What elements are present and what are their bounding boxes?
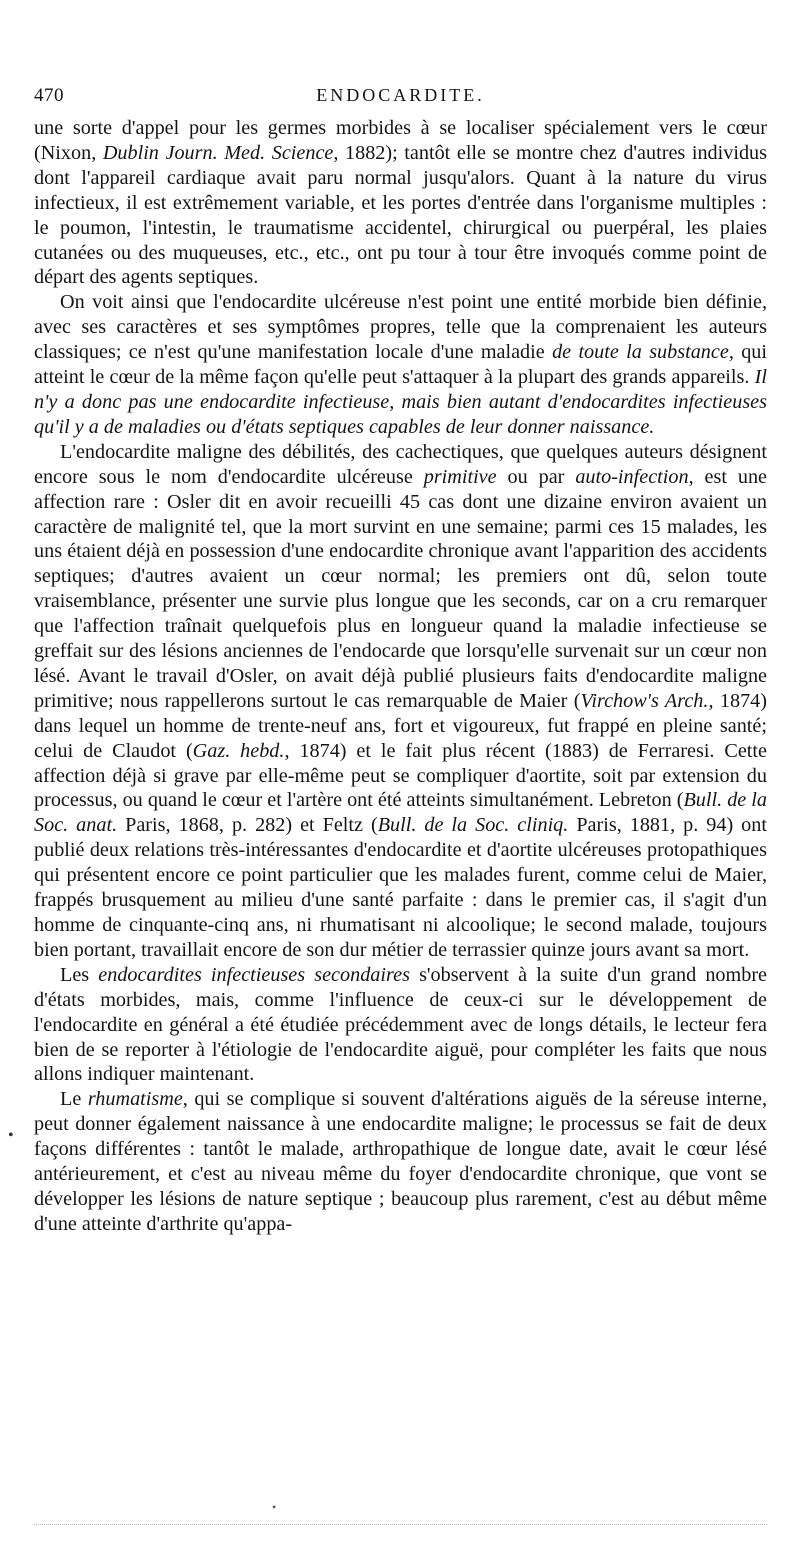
text-run: , est une affection rare : Osler dit en avoir recueilli 45 cas dont une dizaine environ avaient un caractère de malignité tel, que la mort survint en une semaine; parmi ces 15 malades, les uns étaient déjà en possession d'une endocardite chronique avant l'apparition des accidents septiques; d'autres avaient un cœur normal; les premiers ont dû, selon toute vraisemblance, présenter une survie plus longue que les seconds, car on a cru remarquer que l'affection traînait quelquefois plus en longueur quand la maladie infectieuse se greffait sur des lésions anciennes de l'endocarde que lorsqu'elle survenait sur un cœur non lésé. Avant le travail d'Osler, on avait déjà publié plusieurs faits d'endocardite maligne primitive; nous rappellerons surtout le cas remarquable de Maier ( bbox=[34, 465, 768, 712]
text-run: ou par bbox=[496, 465, 576, 488]
text-run: s'observent à la suite d'un grand nombre d'états morbides, mais, comme l'influence de ceux-ci sur le développement de l'endocardite en général a été étudiée précédemment avec de longs détails, le lecteur fera bien de se reporter à l'étiologie de l'endocardite aiguë, pour compléter les faits que nous allons indiquer maintenant. bbox=[34, 963, 768, 1086]
paragraph-3 bbox=[34, 440, 767, 963]
text-run: , qui atteint le cœur de la même façon qu'elle peut s'attaquer à la plupart des grands appareils. bbox=[34, 341, 767, 389]
italic-run: Bull. de la Soc. anat. bbox=[34, 789, 767, 837]
margin-mark: • bbox=[8, 1127, 14, 1144]
italic-run: auto-infection bbox=[575, 465, 689, 488]
page-header bbox=[34, 85, 767, 115]
paragraph-5 bbox=[34, 1087, 767, 1236]
bottom-rule bbox=[34, 1524, 767, 1525]
italic-run: endocardites infectieuses secondaires bbox=[98, 963, 410, 986]
paragraph-4 bbox=[34, 963, 767, 1088]
text-run: une sorte d'appel pour les germes morbides à se localiser spécialement vers le cœur (Nixon, bbox=[34, 117, 767, 164]
document-page bbox=[8, 0, 768, 1556]
italic-run: Virchow's Arch. bbox=[580, 689, 709, 712]
text-run: , 1874) dans lequel un homme de trente-neuf ans, fort et vigoureux, fut frappé en pleine santé; celui de Claudot ( bbox=[34, 689, 767, 762]
italic-run: de toute la substance bbox=[552, 341, 729, 364]
body-text bbox=[34, 116, 767, 1237]
paragraph-2 bbox=[34, 290, 767, 439]
text-run: Les bbox=[60, 963, 99, 986]
page-number: 470 bbox=[34, 85, 64, 106]
text-run: On voit ainsi que l'endocardite ulcéreuse n'est point une entité morbide bien définie, avec ses caractères et ses symptômes propres, telle que la comprenaient les auteurs classiques; ce n'est qu'une manifestation locale d'une maladie bbox=[34, 291, 767, 364]
italic-run: rhumatisme bbox=[87, 1088, 183, 1111]
text-run: L'endocardite maligne des débilités, des cachectiques, que quelques auteurs désignent encore sous le nom d'endocardite ulcéreuse bbox=[34, 440, 767, 488]
text-run: , qui se complique si souvent d'altérations aiguës de la séreuse interne, peut donner également naissance à une endocardite maligne; le processus se fait de deux façons différentes : tantôt le malade, arthropathique de longue date, avait le cœur lésé antérieurement, et c'est au niveau même du foyer d'endocardite chronique, que vont se développer les lésions de nature septique ; beaucoup plus rarement, c'est au début même d'une atteinte d'arthrite qu'appa- bbox=[34, 1088, 768, 1235]
text-run: Paris, 1881, p. 94) ont publié deux relations très-intéressantes d'endocardite et d'aortite ulcéreuses protopathiques qui présentent encore ce point particulier que les malades furent, comme celui de Maier, frappés brusquement au milieu d'une santé parfaite : dans le premier cas, il s'agit d'un homme de cinquante-cinq ans, ni rhumatisant ni alcoolique; le second malade, toujours bien portant, travaillait encore de son dur métier de terrassier quinze jours avant sa mort. bbox=[34, 814, 767, 961]
text-run: , 1882); tantôt elle se montre chez d'autres individus dont l'appareil cardiaque avait paru normal jusqu'alors. Quant à la nature du virus infectieux, il est extrêmement variable, et les portes d'entrée dans l'organisme multiples : le poumon, l'intestin, le traumatisme accidentel, chirurgical ou puerpéral, les plaies cutanées ou des muqueuses, etc., etc., ont pu tour à tour être invoqués comme point de départ des agents septiques. bbox=[34, 141, 767, 289]
italic-run: Bull. de la Soc. cliniq. bbox=[377, 814, 569, 837]
paragraph-1 bbox=[34, 116, 767, 290]
italic-run: primitive bbox=[423, 465, 497, 488]
italic-run: Dublin Journ. Med. Science bbox=[102, 141, 334, 164]
running-title: ENDOCARDITE. bbox=[316, 85, 485, 105]
text-run: Le bbox=[60, 1088, 88, 1111]
ink-speck: • bbox=[272, 1500, 277, 1514]
italic-run: Il n'y a donc pas une endocardite infectieuse, mais bien autant d'endocardites infectieuses qu'il y a de maladies ou d'états septiques capables de leur donner naissance. bbox=[34, 366, 767, 438]
text-run: , 1874) et le fait plus récent (1883) de Ferraresi. Cette affection déjà si grave par elle-même peut se compliquer d'aortite, soit par extension du processus, ou quand le cœur et l'artère ont été atteints simultanément. Lebreton ( bbox=[34, 739, 767, 812]
italic-run: Gaz. hebd. bbox=[192, 739, 285, 762]
text-run: Paris, 1868, p. 282) et Feltz ( bbox=[117, 814, 378, 837]
